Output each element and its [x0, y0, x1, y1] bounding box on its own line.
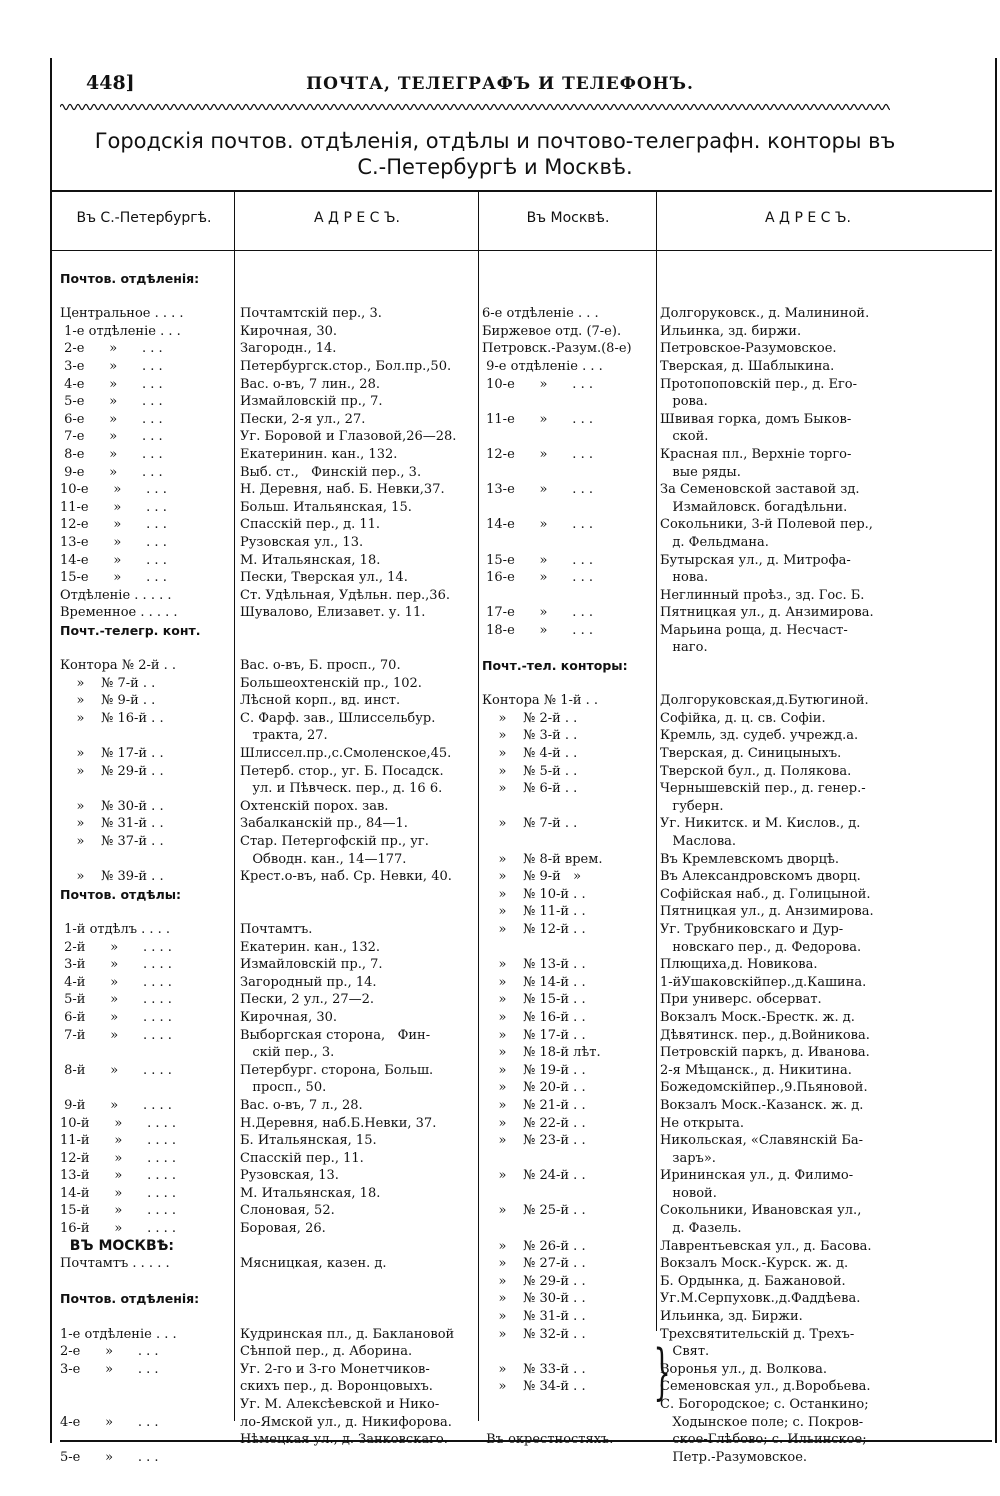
- office-entry: [60, 639, 232, 657]
- address-entry: Обводн. кан., 14—177.: [240, 851, 407, 867]
- address-entry: Крест.о-въ, наб. Ср. Невки, 40.: [240, 869, 452, 885]
- office-entry: [482, 587, 654, 605]
- address-entry: Охтенскiй порох. зав.: [240, 798, 389, 814]
- address-entry: Выборгская сторона, Фин-: [240, 1027, 431, 1043]
- office-entry: [482, 428, 654, 446]
- office-entry: 15-й » . . . .: [60, 1203, 177, 1219]
- office-entry: 1-е отдѣленiе . . .: [60, 1326, 177, 1342]
- office-entry: [60, 1396, 232, 1414]
- address-entry: Чернышевскiй пер., д. генер.-: [660, 781, 866, 797]
- office-entry: 11-е » . . .: [482, 411, 593, 427]
- office-entry: » № 31-й . .: [60, 816, 164, 832]
- office-entry: » № 31-й . .: [482, 1309, 586, 1325]
- address-entry: Швивая горка, домъ Быков-: [660, 411, 852, 427]
- office-entry: » № 37-й . .: [60, 834, 164, 849]
- address-entry: вые ряды.: [660, 464, 741, 480]
- address-entry: ское-Глѣбово; с. Ильинское;: [660, 1432, 867, 1448]
- address-entry: скихъ пер., д. Воронцовыхъ.: [240, 1379, 433, 1395]
- office-entry: 10-е » . . .: [60, 482, 167, 498]
- address-entry: Екатеринин. кан., 132.: [240, 446, 398, 462]
- address-entry: Ильинка, зд. Биржи.: [660, 1309, 803, 1325]
- office-entry: » № 29-й . .: [60, 763, 164, 779]
- office-entry: [60, 1273, 232, 1291]
- col-divider-3: [656, 191, 657, 1331]
- running-head: ПОЧТА, ТЕЛЕГРАФЪ И ТЕЛЕФОНЪ.: [306, 74, 694, 94]
- office-entry: » № 17-й . .: [60, 746, 164, 762]
- address-entry: Сокольники, Ивановская ул.,: [660, 1203, 862, 1219]
- office-entry: 16-й » . . . .: [60, 1221, 177, 1237]
- office-entry: [482, 798, 654, 816]
- page-number: 448]: [86, 72, 135, 94]
- address-entry: новскаго пер., д. Федорова.: [660, 939, 862, 955]
- address-entry: Софiйка, д. ц. св. Софiи.: [660, 710, 826, 726]
- address-entry: Нѣмецкая ул., д. Занковскаго.: [240, 1432, 448, 1448]
- office-entry: [60, 1308, 232, 1326]
- address-entry: [660, 270, 940, 288]
- section-heading: ВЪ МОСКВѢ:: [60, 1237, 175, 1254]
- address-entry: Б. Ордынка, д. Бажановой.: [660, 1273, 846, 1289]
- office-entry: » № 20-й . .: [482, 1080, 586, 1096]
- office-entry: Въ окрестностяхъ.: [482, 1432, 614, 1448]
- office-entry: 17-е » . . .: [482, 605, 593, 621]
- address-entry: Измайловскiй пр., 7.: [240, 394, 383, 410]
- office-entry: » № 9-й . .: [60, 693, 156, 709]
- office-entry: » № 12-й . .: [482, 921, 586, 937]
- office-entry: » № 22-й . .: [482, 1115, 586, 1131]
- address-entry: [240, 1308, 476, 1326]
- office-entry: 10-е » . . .: [482, 376, 593, 392]
- office-entry: 8-й » . . . .: [60, 1062, 172, 1078]
- address-entry: Мясницкая, казен. д.: [240, 1256, 387, 1272]
- office-entry: 4-е » . . .: [60, 376, 163, 392]
- office-entry: 14-е » . . .: [60, 552, 167, 568]
- address-entry: М. Итальянская, 18.: [240, 552, 381, 568]
- address-entry: ул. и Пѣвческ. пер., д. 16 6.: [240, 781, 443, 797]
- office-entry: » № 17-й . .: [482, 1027, 586, 1043]
- address-entry: Пятницкая ул., д. Анзимирова.: [660, 904, 874, 920]
- office-entry: [482, 1220, 654, 1238]
- address-entry: Софiйская наб., д. Голицыной.: [660, 886, 871, 902]
- office-entry: 4-й » . . . .: [60, 974, 172, 990]
- office-entry: » № 30-й . .: [60, 798, 164, 814]
- office-entry: Центральное . . . .: [60, 306, 184, 322]
- office-entry: [482, 393, 654, 411]
- address-entry: [240, 1273, 476, 1291]
- office-entry: Почтамтъ . . . . .: [60, 1256, 170, 1272]
- office-entry: » № 11-й . .: [482, 904, 586, 920]
- address-entry: Маслова.: [660, 834, 737, 849]
- address-entry: Петровское-Разумовское.: [660, 341, 837, 357]
- address-entry: [240, 622, 476, 640]
- address-entry: Больш. Итальянская, 15.: [240, 499, 412, 515]
- address-entry: Сѣнпой пер., д. Аборина.: [240, 1344, 413, 1360]
- office-entry: [60, 903, 232, 921]
- address-entry: Н.Деревня, наб.Б.Невки, 37.: [240, 1115, 437, 1131]
- moscow-addresses-column: [660, 270, 940, 1466]
- office-entry: [60, 851, 232, 869]
- address-entry: Кирочная, 30.: [240, 323, 338, 339]
- office-entry: [60, 288, 232, 306]
- address-entry: Божедомскiйпер.,9.Пьяновой.: [660, 1080, 868, 1096]
- office-entry: 13-е » . . .: [60, 534, 167, 550]
- office-entry: 18-е » . . .: [482, 622, 593, 638]
- address-entry: Измайловскiй пр., 7.: [240, 957, 383, 973]
- office-entry: 7-е » . . .: [60, 429, 163, 445]
- office-entry: 3-е » . . .: [60, 358, 163, 374]
- office-entry: 5-е » . . .: [60, 394, 163, 410]
- address-entry: Воронья ул., д. Волкова.: [660, 1361, 827, 1377]
- office-entry: 4-е » . . .: [60, 1414, 159, 1430]
- office-entry: 9-е » . . .: [60, 464, 163, 480]
- address-entry: Ст. Удѣльная, Удѣльн. пер.,36.: [240, 587, 450, 603]
- address-entry: Лѣсной корп., вд. инст.: [240, 693, 401, 709]
- office-entry: Петровск.-Разум.(8-е): [482, 341, 632, 357]
- office-entry: 13-й » . . . .: [60, 1168, 177, 1184]
- address-entry: Свят.: [660, 1344, 710, 1360]
- address-entry: Шувалово, Елизавет. у. 11.: [240, 605, 426, 621]
- address-entry: новой.: [660, 1185, 717, 1201]
- office-entry: [60, 1431, 232, 1449]
- office-entry: 13-е » . . .: [482, 482, 593, 498]
- address-entry: Н. Деревня, наб. Б. Невки,37.: [240, 482, 445, 498]
- address-entry: Петербургск.стор., Бол.пр.,50.: [240, 358, 452, 374]
- office-entry: Контора № 1-й . .: [482, 693, 599, 709]
- address-entry: Екатерин. кан., 132.: [240, 939, 381, 955]
- office-entry: » № 26-й . .: [482, 1238, 586, 1254]
- office-entry: » № 27-й . .: [482, 1256, 586, 1272]
- title-line-2: С.-Петербургѣ и Москвѣ.: [357, 155, 633, 179]
- address-entry: наго.: [660, 640, 708, 656]
- address-entry: Тверской бул., д. Полякова.: [660, 763, 852, 779]
- office-entry: 12-й » . . . .: [60, 1150, 177, 1166]
- office-entry: » № 19-й . .: [482, 1062, 586, 1078]
- address-entry: тракта, 27.: [240, 728, 328, 744]
- address-entry: Уг. М. Алексѣевской и Нико-: [240, 1397, 440, 1412]
- address-entry: Петр.-Разумовское.: [660, 1449, 808, 1465]
- office-entry: [482, 939, 654, 957]
- address-entry: Красная пл., Верхнiе торго-: [660, 446, 852, 462]
- address-entry: Дѣвятинск. пер., д.Войникова.: [660, 1027, 870, 1043]
- address-entry: Кирочная, 30.: [240, 1009, 338, 1025]
- address-entry: нова.: [660, 570, 709, 586]
- office-entry: » № 9-й »: [482, 869, 582, 885]
- header-address-2: А Д Р Е С Ъ.: [765, 210, 851, 226]
- office-entry: 14-й » . . . .: [60, 1185, 177, 1201]
- page-title: [60, 128, 930, 180]
- title-line-1: Городскiя почтов. отдѣленiя, отдѣлы и почтово-телеграфн. конторы въ: [94, 129, 896, 153]
- address-entry: Въ Кремлевскомъ дворцѣ.: [660, 851, 839, 867]
- address-entry: Петровскiй паркъ, д. Иванова.: [660, 1045, 870, 1061]
- address-entry: [240, 270, 476, 288]
- address-entry: Уг. Никитск. и М. Кислов., д.: [660, 816, 861, 832]
- address-entry: За Семеновской заставой зд.: [660, 482, 860, 498]
- address-entry: д. Фазель.: [660, 1221, 742, 1237]
- address-entry: Кудринская пл., д. Баклановой: [240, 1326, 455, 1342]
- office-entry: 11-й » . . . .: [60, 1133, 177, 1149]
- address-entry: Семеновская ул., д.Воробьева.: [660, 1379, 871, 1395]
- section-heading: Почт.-тел. конторы:: [482, 658, 628, 674]
- address-entry: Въ Александровскомъ дворц.: [660, 869, 861, 885]
- address-entry: д. Фельдмана.: [660, 534, 769, 550]
- office-entry: » № 16-й . .: [482, 1009, 586, 1025]
- office-entry: 3-й » . . . .: [60, 957, 172, 973]
- address-entry: Пески, 2-я ул., 27.: [240, 411, 366, 427]
- address-entry: [660, 657, 940, 675]
- section-heading: Почтов. отдѣлы:: [60, 886, 182, 902]
- office-entry: » № 16-й . .: [60, 710, 164, 726]
- office-entry: 6-й » . . . .: [60, 1009, 172, 1025]
- office-entry: Временное . . . . .: [60, 605, 178, 621]
- office-entry: » № 30-й . .: [482, 1291, 586, 1307]
- address-entry: Пески, 2 ул., 27—2.: [240, 992, 375, 1008]
- address-entry: [240, 1238, 476, 1256]
- address-entry: Протопоповскiй пер., д. Его-: [660, 376, 858, 392]
- office-entry: » № 23-й . .: [482, 1133, 586, 1149]
- address-entry: Марьина роща, д. Несчаст-: [660, 622, 848, 638]
- address-entry: Трехсвятительскiй д. Трехъ-: [660, 1326, 855, 1342]
- address-entry: М. Итальянская, 18.: [240, 1185, 381, 1201]
- office-entry: 9-е отдѣленiе . . .: [482, 358, 603, 374]
- address-entry: Долгоруковск., д. Малининой.: [660, 306, 870, 322]
- address-entry: [240, 886, 476, 904]
- address-entry: Спасскiй пер., 11.: [240, 1150, 364, 1166]
- address-entry: Неглинный проѣз., зд. Гос. Б.: [660, 587, 865, 603]
- address-entry: Плющиха,д. Новикова.: [660, 957, 818, 973]
- address-entry: Б. Итальянская, 15.: [240, 1133, 377, 1149]
- office-entry: [482, 499, 654, 517]
- wavy-rule: [60, 100, 890, 114]
- office-entry: [482, 675, 654, 693]
- address-entry: Уг. 2-го и 3-го Монетчиков-: [240, 1361, 430, 1377]
- address-entry: [660, 288, 940, 306]
- address-entry: Петербург. сторона, Больш.: [240, 1062, 434, 1078]
- address-entry: Не открыта.: [660, 1115, 745, 1131]
- office-entry: [482, 639, 654, 657]
- section-heading: Почтов. отдѣленiя:: [60, 271, 200, 286]
- address-entry: ской.: [660, 429, 709, 445]
- col-divider-1: [234, 191, 235, 1421]
- office-entry: [482, 288, 654, 306]
- address-entry: ло-Ямской ул., д. Никифорова.: [240, 1414, 452, 1430]
- address-entry: Загородный пр., 14.: [240, 974, 377, 990]
- office-entry: 12-е » . . .: [60, 517, 167, 533]
- office-entry: 1-й отдѣлъ . . . .: [60, 921, 171, 937]
- office-entry: [482, 270, 654, 288]
- office-entry: » № 4-й . .: [482, 746, 578, 762]
- address-entry: Никольская, «Славянскiй Ба-: [660, 1133, 864, 1149]
- address-entry: С. Фарф. зав., Шлиссельбур.: [240, 710, 436, 726]
- address-entry: Слоновая, 52.: [240, 1203, 335, 1219]
- section-heading: Почтов. отдѣленiя:: [60, 1291, 200, 1307]
- col-divider-2: [478, 191, 479, 1421]
- office-entry: 2-е » . . .: [60, 341, 163, 357]
- address-entry: Рузовская, 13.: [240, 1168, 339, 1184]
- address-entry: Тверская, д. Синицыныхъ.: [660, 746, 842, 762]
- address-entry: 1-йУшаковскiйпер.,д.Кашина.: [660, 974, 867, 990]
- address-entry: Боровая, 26.: [240, 1221, 326, 1237]
- office-entry: 7-й » . . . .: [60, 1027, 172, 1043]
- office-entry: 2-е » . . .: [60, 1344, 159, 1360]
- address-entry: Долгоруковская,д.Бутюгиной.: [660, 693, 869, 709]
- address-entry: Вас. о-въ, 7 лин., 28.: [240, 376, 380, 392]
- office-entry: 2-й » . . . .: [60, 939, 172, 955]
- office-entry: [60, 1378, 232, 1396]
- office-entry: [482, 534, 654, 552]
- office-entry: » № 7-й . .: [60, 675, 156, 691]
- office-entry: » № 6-й . .: [482, 781, 578, 797]
- address-entry: Ходынское поле; с. Покров-: [660, 1414, 864, 1430]
- address-entry: Загородн., 14.: [240, 341, 337, 357]
- header-address-1: А Д Р Е С Ъ.: [314, 210, 400, 226]
- address-entry: Вокзалъ Моск.-Казанск. ж. д.: [660, 1097, 864, 1113]
- address-entry: Вас. о-въ, Б. просп., 70.: [240, 658, 401, 674]
- moscow-offices-column: [482, 270, 654, 1449]
- address-entry: скiй пер., 3.: [240, 1045, 335, 1061]
- office-entry: 6-е отдѣленiе . . .: [482, 306, 599, 322]
- address-entry: Почтамтскiй пер., 3.: [240, 306, 382, 322]
- office-entry: » № 10-й . .: [482, 886, 586, 902]
- address-entry: Петерб. стор., уг. Б. Посадск.: [240, 763, 444, 779]
- address-entry: Уг. Трубниковскаго и Дур-: [660, 921, 844, 937]
- office-entry: 14-е » . . .: [482, 517, 593, 533]
- office-entry: » № 13-й . .: [482, 957, 586, 973]
- office-entry: Отдѣленiе . . . . .: [60, 587, 172, 603]
- office-entry: » № 21-й . .: [482, 1097, 586, 1113]
- office-entry: 10-й » . . . .: [60, 1115, 177, 1131]
- office-entry: [482, 833, 654, 851]
- office-entry: » № 5-й . .: [482, 763, 578, 779]
- office-entry: 5-е » . . .: [60, 1449, 159, 1465]
- address-entry: Спасскiй пер., д. 11.: [240, 517, 381, 533]
- office-entry: » № 32-й . .: [482, 1326, 586, 1342]
- office-entry: [482, 464, 654, 482]
- address-entry: Уг.М.Серпуховк.,д.Фаддѣева.: [660, 1291, 861, 1307]
- address-entry: [240, 903, 476, 921]
- office-entry: » № 14-й . .: [482, 974, 586, 990]
- brace-symbol: }: [653, 1337, 671, 1407]
- address-entry: Бутырская ул., д. Митрофа-: [660, 552, 851, 568]
- office-entry: [60, 727, 232, 745]
- address-entry: [240, 639, 476, 657]
- address-entry: Шлиссел.пр.,с.Смоленское,45.: [240, 746, 452, 762]
- office-entry: [482, 1185, 654, 1203]
- office-entry: [60, 1079, 232, 1097]
- spb-offices-column: [60, 270, 232, 1466]
- office-entry: » № 33-й . .: [482, 1361, 586, 1377]
- office-entry: 15-е » . . .: [482, 552, 593, 568]
- address-entry: [660, 675, 940, 693]
- address-entry: Стар. Петергофскiй пр., уг.: [240, 834, 429, 849]
- office-entry: [482, 1414, 654, 1432]
- address-entry: [240, 1290, 476, 1308]
- address-entry: Ильинка, зд. биржи.: [660, 323, 802, 339]
- address-entry: 2-я Мѣщанск., д. Никитина.: [660, 1062, 852, 1078]
- address-entry: Лаврентьевская ул., д. Басова.: [660, 1238, 872, 1254]
- address-entry: Тверская, д. Шаблыкина.: [660, 358, 835, 374]
- address-entry: Уг. Боровой и Глазовой,26—28.: [240, 429, 457, 445]
- office-entry: 9-й » . . . .: [60, 1097, 172, 1113]
- address-entry: Пятницкая ул., д. Анзимирова.: [660, 605, 874, 621]
- address-entry: заръ».: [660, 1150, 716, 1166]
- section-heading: Почт.-телегр. конт.: [60, 622, 201, 638]
- address-entry: Вокзалъ Моск.-Курск. ж. д.: [660, 1256, 849, 1272]
- office-entry: 16-е » . . .: [482, 570, 593, 586]
- office-entry: 1-е отдѣленiе . . .: [60, 323, 181, 339]
- spb-addresses-column: [240, 270, 476, 1449]
- office-entry: » № 24-й . .: [482, 1168, 586, 1184]
- office-entry: » № 29-й . .: [482, 1273, 586, 1289]
- header-top-rule: [52, 190, 992, 192]
- header-moscow: Въ Москвѣ.: [526, 210, 610, 226]
- office-entry: » № 8-й врем.: [482, 851, 603, 867]
- address-entry: Измайловск. богадѣльни.: [660, 499, 848, 515]
- address-entry: Выб. ст., Финскiй пер., 3.: [240, 464, 422, 480]
- office-entry: [60, 780, 232, 798]
- address-entry: Вас. о-въ, 7 л., 28.: [240, 1097, 363, 1113]
- office-entry: 15-е » . . .: [60, 570, 167, 586]
- office-entry: » № 2-й . .: [482, 710, 578, 726]
- address-entry: Большеохтенскiй пр., 102.: [240, 675, 422, 691]
- office-entry: » № 34-й . .: [482, 1379, 586, 1395]
- address-entry: Забалканскiй пр., 84—1.: [240, 816, 408, 832]
- address-entry: Кремль, зд. судеб. учрежд.а.: [660, 728, 859, 744]
- office-entry: » № 15-й . .: [482, 992, 586, 1008]
- office-entry: 11-е » . . .: [60, 499, 167, 515]
- address-entry: губерн.: [660, 798, 724, 814]
- office-entry: [60, 1044, 232, 1062]
- office-entry: » № 7-й . .: [482, 816, 578, 832]
- office-entry: » № 18-й лѣт.: [482, 1045, 601, 1061]
- address-entry: Рузовская ул., 13.: [240, 534, 364, 550]
- office-entry: 5-й » . . . .: [60, 992, 172, 1008]
- office-entry: [482, 1343, 654, 1361]
- office-entry: 12-е » . . .: [482, 446, 593, 462]
- address-entry: С. Богородское; с. Останкино;: [660, 1397, 869, 1412]
- office-entry: » № 25-й . .: [482, 1203, 586, 1219]
- office-entry: 8-е » . . .: [60, 446, 163, 462]
- address-entry: Ирининская ул., д. Филимо-: [660, 1168, 854, 1184]
- office-entry: 6-е » . . .: [60, 411, 163, 427]
- office-entry: Биржевое отд. (7-е).: [482, 323, 622, 339]
- address-entry: Сокольники, 3-й Полевой пер.,: [660, 517, 873, 533]
- header-spb: Въ С.-Петербургѣ.: [76, 210, 212, 226]
- address-entry: Вокзалъ Моск.-Брестк. ж. д.: [660, 1009, 855, 1025]
- address-entry: рова.: [660, 394, 708, 410]
- office-entry: Контора № 2-й . .: [60, 658, 177, 674]
- address-entry: Пески, Тверская ул., 14.: [240, 570, 408, 586]
- address-entry: Почтамтъ.: [240, 921, 313, 937]
- office-entry: » № 39-й . .: [60, 869, 164, 885]
- header-bottom-rule: [52, 250, 992, 251]
- office-entry: [482, 1150, 654, 1168]
- address-entry: При универс. обсерват.: [660, 992, 822, 1008]
- office-entry: [482, 1396, 654, 1414]
- office-entry: 3-е » . . .: [60, 1361, 159, 1377]
- address-entry: просп., 50.: [240, 1080, 327, 1096]
- office-entry: » № 3-й . .: [482, 728, 578, 744]
- address-entry: [240, 288, 476, 306]
